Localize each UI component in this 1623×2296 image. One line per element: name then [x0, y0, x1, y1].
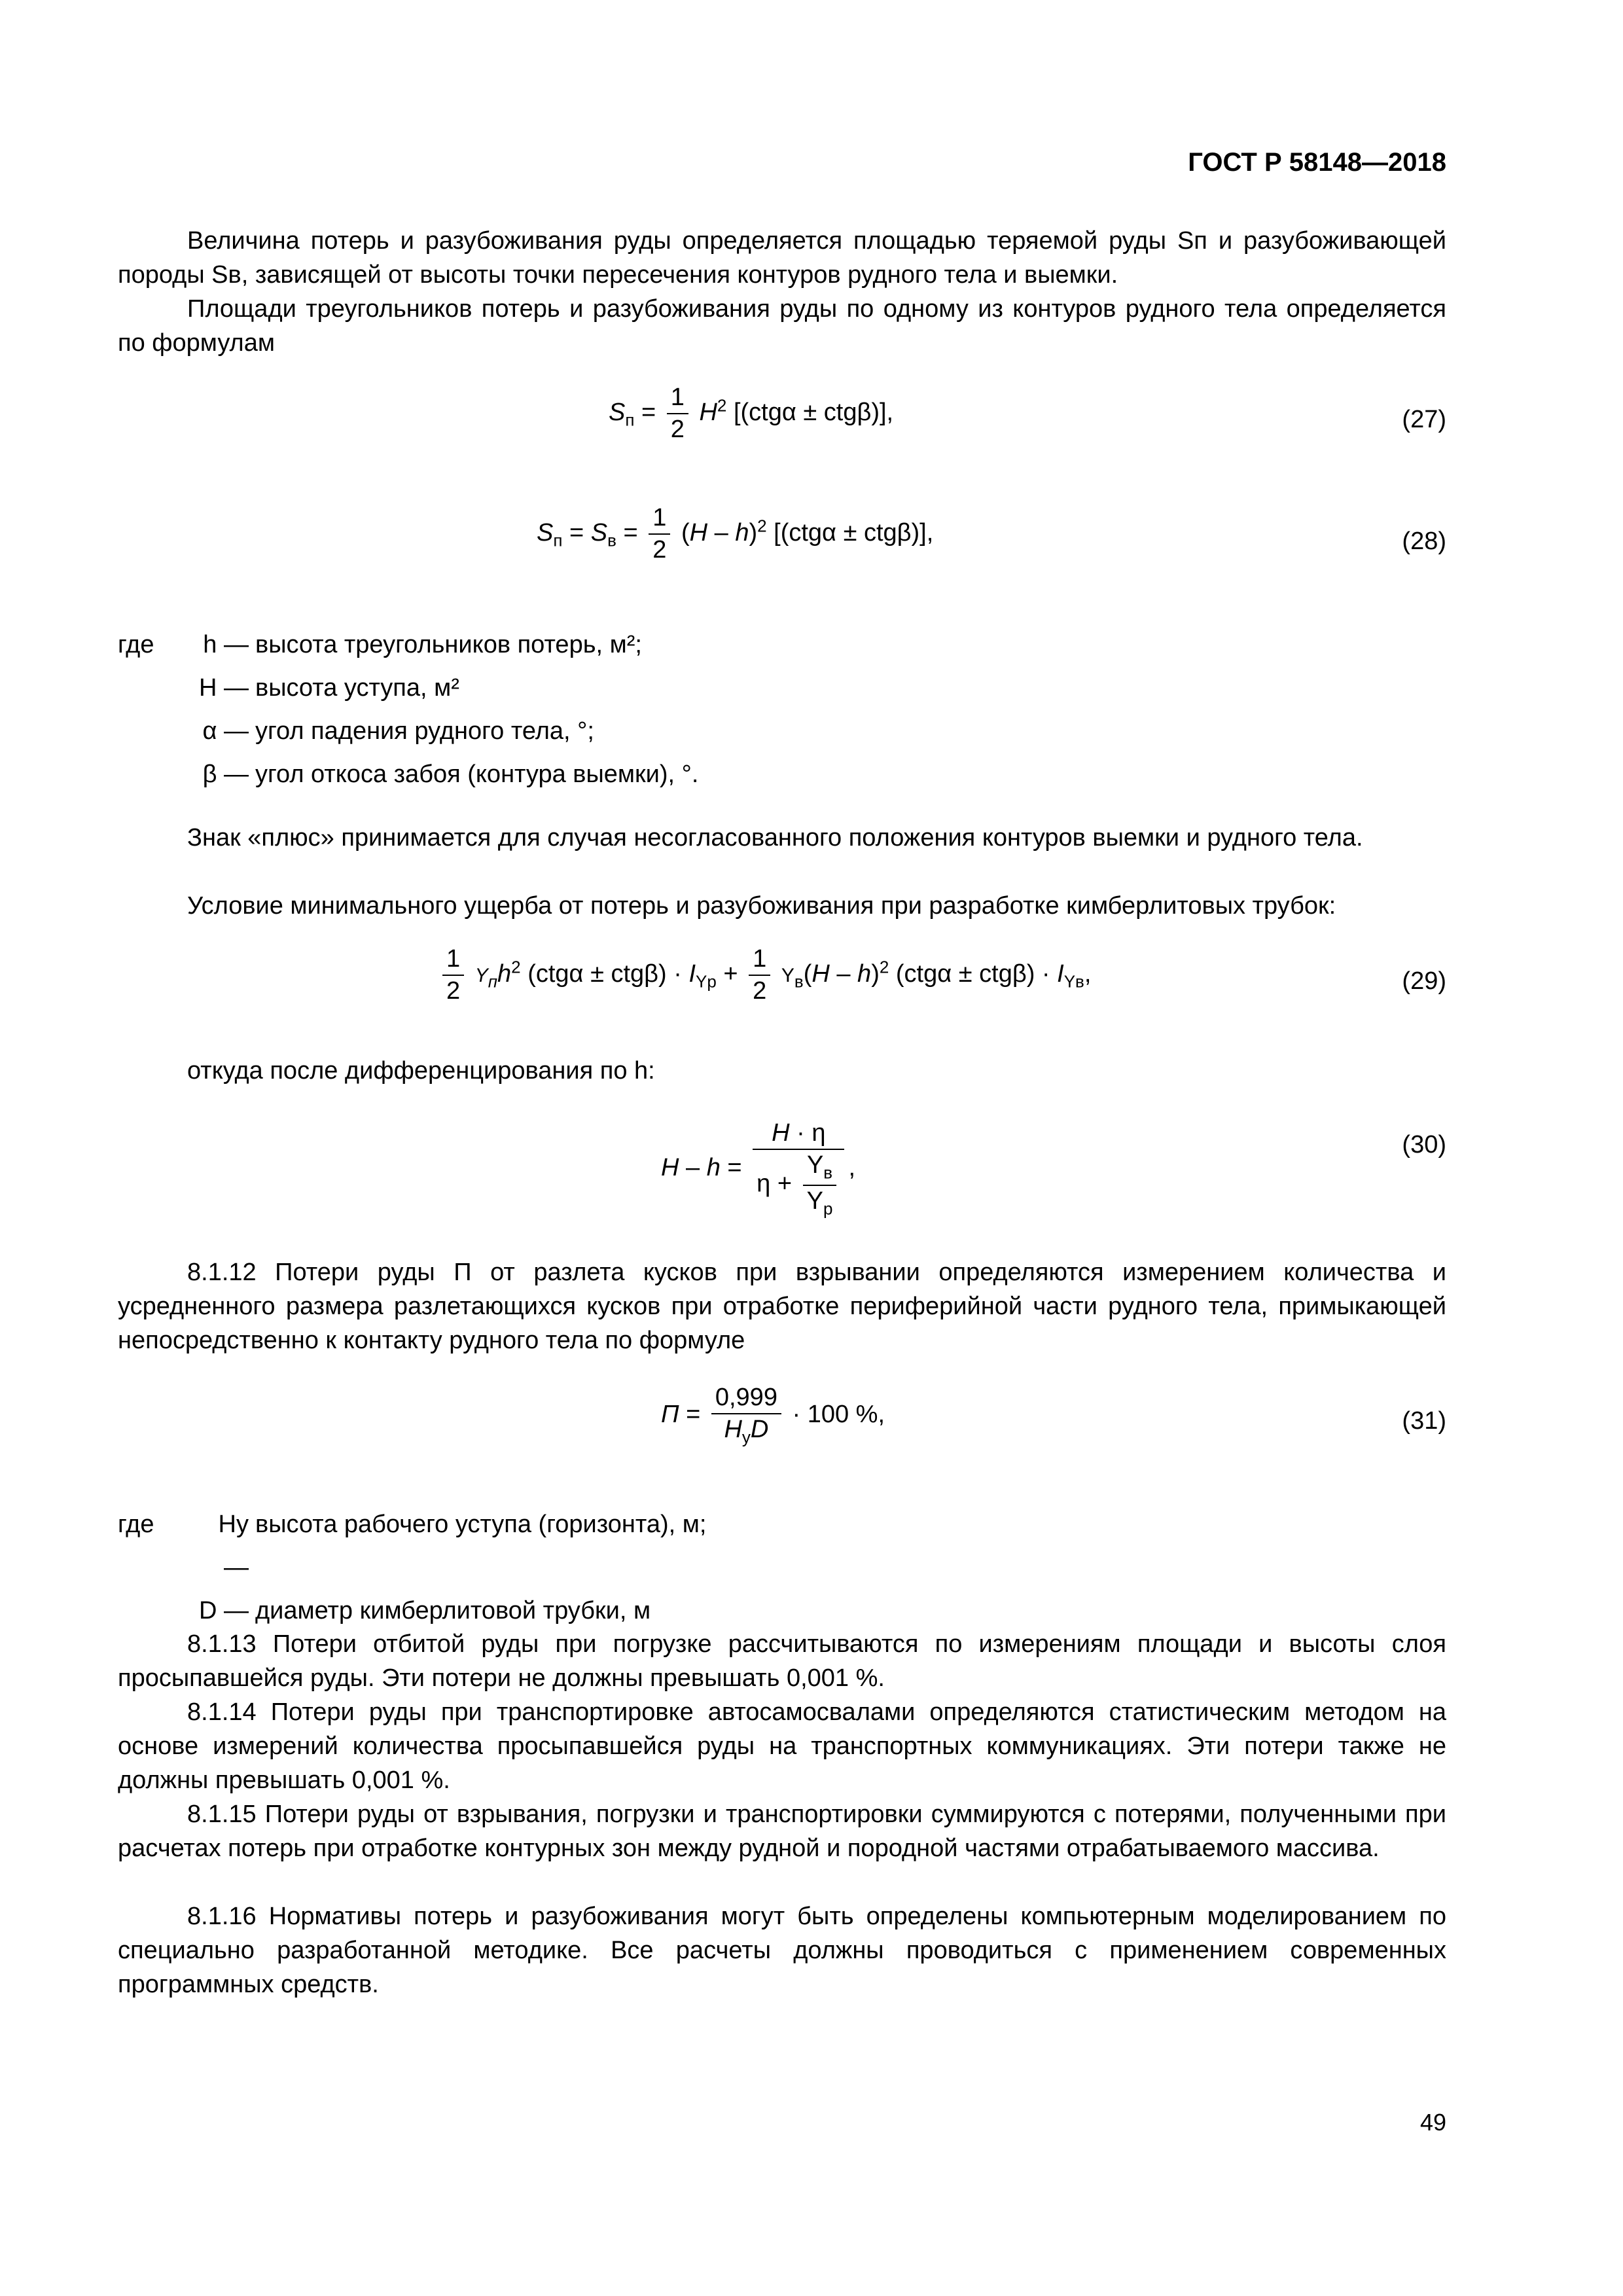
equation-number-30: (30) [1402, 1131, 1446, 1158]
formula-29: $\frac{1}{2}$ $Y_пh^2$ $(ctg\alpha \pm ctg\beta) \cdot I_{Yр}$ + $\frac{1}{2}$ $Y_в(H - h)^2$ $(ctg\alpha \pm ctg\beta) \cdot I_{Yв}$, [438, 945, 1091, 1005]
page-number: 49 [1419, 2109, 1446, 2136]
definition-text: высота треугольников потерь, м²; [255, 631, 642, 658]
definition-text: высота уступа, м² [255, 674, 459, 702]
paragraph-losses-definition: Величина потерь и разубоживания руды определяется площадью теряемой руды Sп и разубоживающей породы Sв, зависящей от высоты точки пересечения контуров рудного тела и выемки. [118, 227, 1446, 289]
formula-28: $S_п = S_в$ = $\frac{1}{2}$ (H – h)$^2$ [(ctgα ± ctgβ)], [537, 504, 934, 564]
paragraph-8-1-14: 8.1.14 Потери руды при транспортировке автосамосвалами определяются статистическим методом на основе измерений количества просыпавшейся руды на транспортных коммуникациях. Эти потери также не должны превышать 0,001 %. [118, 1698, 1446, 1794]
formula-30: H – h = H · η η + $\frac{Y_в}{Y_р}$ , [661, 1119, 855, 1219]
definitions-list-1 [118, 623, 698, 796]
definition-symbol: β — [202, 761, 249, 788]
equation-number-27: (27) [1402, 406, 1446, 433]
paragraph-8-1-16: 8.1.16 Нормативы потерь и разубоживания могут быть определены компьютерным моделированием по специально разработанной методике. Все расчеты должны проводиться с применением современных программных средств. [118, 1903, 1446, 1998]
definition-text: высота рабочего уступа (горизонта), м; [255, 1511, 707, 1538]
definition-row [118, 753, 698, 796]
definitions-list-2 [118, 1503, 706, 1632]
definition-row [118, 666, 698, 709]
definition-text: угол откоса забоя (контура выемки), °. [255, 761, 699, 788]
paragraph-triangle-areas: Площади треугольников потерь и разубоживания руды по одному из контуров рудного тела определяется по формулам [118, 295, 1446, 357]
paragraph-8-1-15: 8.1.15 Потери руды от взрывания, погрузки и транспортировки суммируются с потерями, полученными при расчетах потерь при отработке контурных зон между рудной и породной частями отрабатываемого массива. [118, 1801, 1446, 1862]
definition-row [118, 1503, 706, 1589]
paragraph-minimal-damage: Условие минимального ущерба от потерь и разубоживания при разработке кимберлитовых трубок: [187, 892, 1336, 920]
definition-text: диаметр кимберлитовой трубки, м [255, 1597, 651, 1624]
paragraph-8-1-13: 8.1.13 Потери отбитой руды при погрузке рассчитываются по измерениям площади и высоты слоя просыпавшейся руды. Эти потери не должны превышать 0,001 %. [118, 1630, 1446, 1692]
where-label: где [118, 1511, 154, 1538]
definition-symbol: α — [202, 717, 249, 745]
definition-symbol: H — [199, 674, 249, 702]
definition-row [118, 709, 698, 753]
equation-number-28: (28) [1402, 528, 1446, 555]
where-label: где [118, 631, 154, 658]
formula-27: $S_п$ = $\frac{1}{2}$ $H^2$ [(ctgα ± ctgβ)], [609, 384, 894, 443]
definition-row [118, 623, 698, 666]
paragraph-differentiation: откуда после дифференцирования по h: [187, 1057, 655, 1085]
standard-header: ГОСТ Р 58148—2018 [1188, 148, 1446, 177]
formula-31-numerator: 0,999 [711, 1384, 781, 1414]
equation-number-31: (31) [1402, 1407, 1446, 1435]
paragraph-8-1-12: 8.1.12 Потери руды П от разлета кусков при взрывании определяются измерением количества и усредненного размера разлетающихся кусков при отработке периферийной части рудного тела, примыкающей непосредственно к контакту рудного тела по формуле [118, 1259, 1446, 1354]
definition-symbol: D — [199, 1597, 249, 1624]
definition-symbol: h — [203, 631, 249, 658]
formula-31: П = $\frac{0,999}{H_уD}$ · 100 %, [661, 1384, 885, 1447]
formula-31-tail: · 100 %, [792, 1400, 885, 1428]
definition-text: угол падения рудного тела, °; [255, 717, 594, 745]
paragraph-plus-sign: Знак «плюс» принимается для случая несогласованного положения контуров выемки и рудного тела. [187, 824, 1363, 852]
definition-symbol: Hу — [218, 1511, 249, 1581]
equation-number-29: (29) [1402, 967, 1446, 995]
definition-row [118, 1589, 706, 1632]
